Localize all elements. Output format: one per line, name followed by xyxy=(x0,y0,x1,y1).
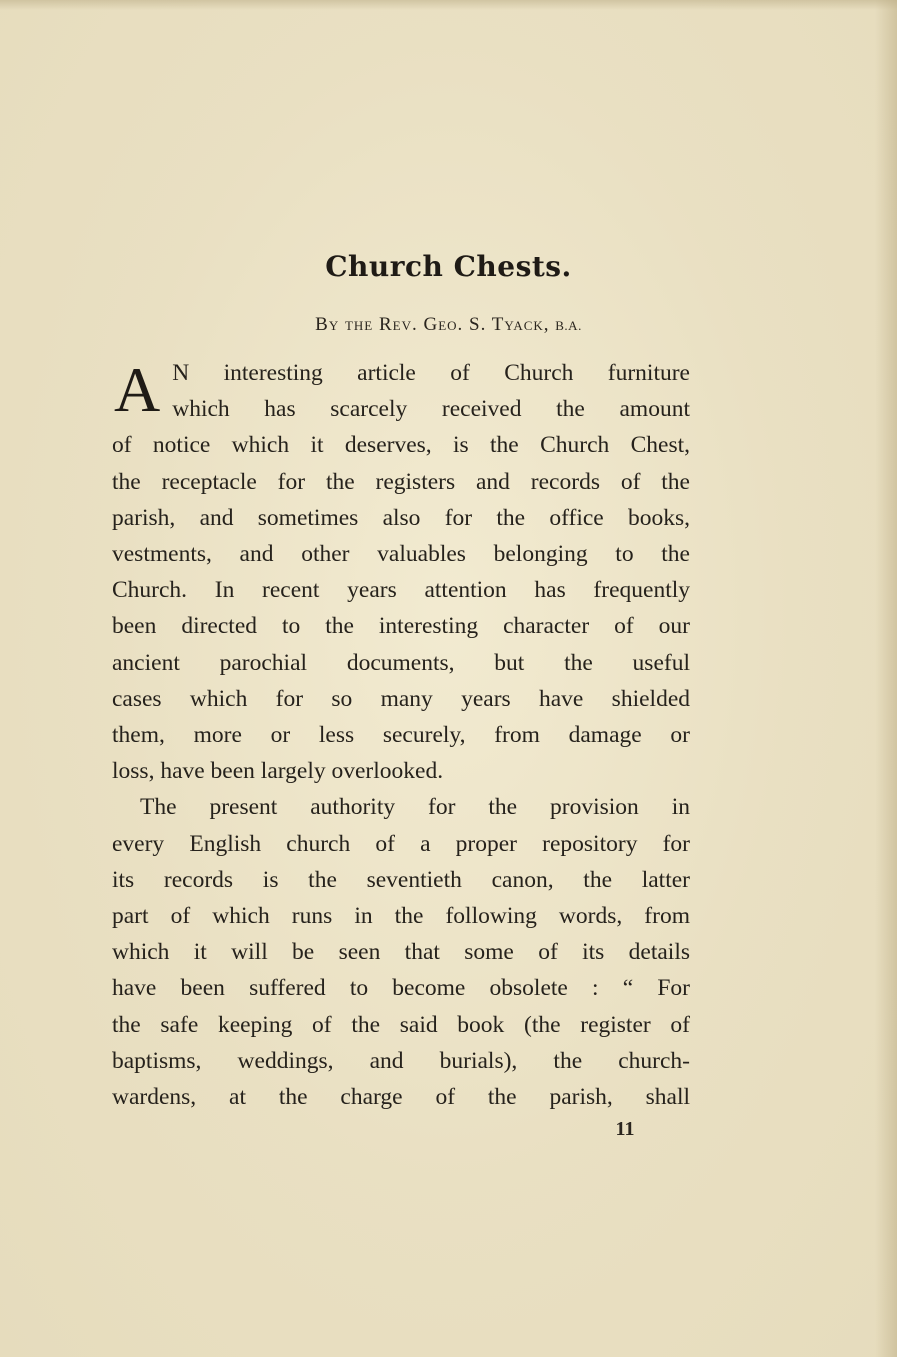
text-line: loss, have been largely overlooked. xyxy=(112,758,444,785)
byline-author: By the Rev. Geo. S. Tyack, xyxy=(315,314,550,335)
text-line: its records is the seventieth canon, the latter xyxy=(112,866,690,893)
text-line: which it will be seen that some of its details xyxy=(112,939,690,966)
drop-cap: A xyxy=(114,354,161,425)
text-line: wardens, at the charge of the parish, shall xyxy=(112,1084,690,1111)
text-line: the safe keeping of the said book (the register of xyxy=(112,1011,690,1038)
text-line: The present authority for the provision in xyxy=(140,794,690,821)
text-line: vestments, and other valuables belonging to the xyxy=(112,541,690,568)
text-line: Church. In recent years attention has frequently xyxy=(112,577,690,604)
text-line: have been suffered to become obsolete : “ For xyxy=(112,975,690,1002)
byline-degree: B.A. xyxy=(555,318,582,333)
paragraph-2 xyxy=(112,789,690,1115)
text-line: part of which runs in the following words, from xyxy=(112,903,690,930)
text-line: baptisms, weddings, and burials), the church- xyxy=(112,1047,690,1074)
page-edge-shadow xyxy=(875,0,897,1357)
text-line: the receptacle for the registers and records of the xyxy=(112,468,690,495)
text-line: them, more or less securely, from damage or xyxy=(112,722,690,749)
page-number: 11 xyxy=(615,1118,635,1140)
text-line: of notice which it deserves, is the Church Chest, xyxy=(112,432,690,459)
article-title: Church Chests. xyxy=(325,250,572,283)
text-line: been directed to the interesting character of our xyxy=(112,613,690,640)
page-top-shadow xyxy=(0,0,897,10)
text-line: parish, and sometimes also for the office books, xyxy=(112,504,690,531)
byline xyxy=(0,314,897,336)
article-body xyxy=(112,355,690,1115)
text-line: every English church of a proper repository for xyxy=(112,830,690,857)
text-line: cases which for so many years have shielded xyxy=(112,685,690,712)
text-line: ancient parochial documents, but the useful xyxy=(112,649,690,676)
paragraph-1 xyxy=(112,355,690,789)
text-line: N interesting article of Church furniture xyxy=(172,360,690,386)
text-line: which has scarcely received the amount xyxy=(172,396,690,423)
